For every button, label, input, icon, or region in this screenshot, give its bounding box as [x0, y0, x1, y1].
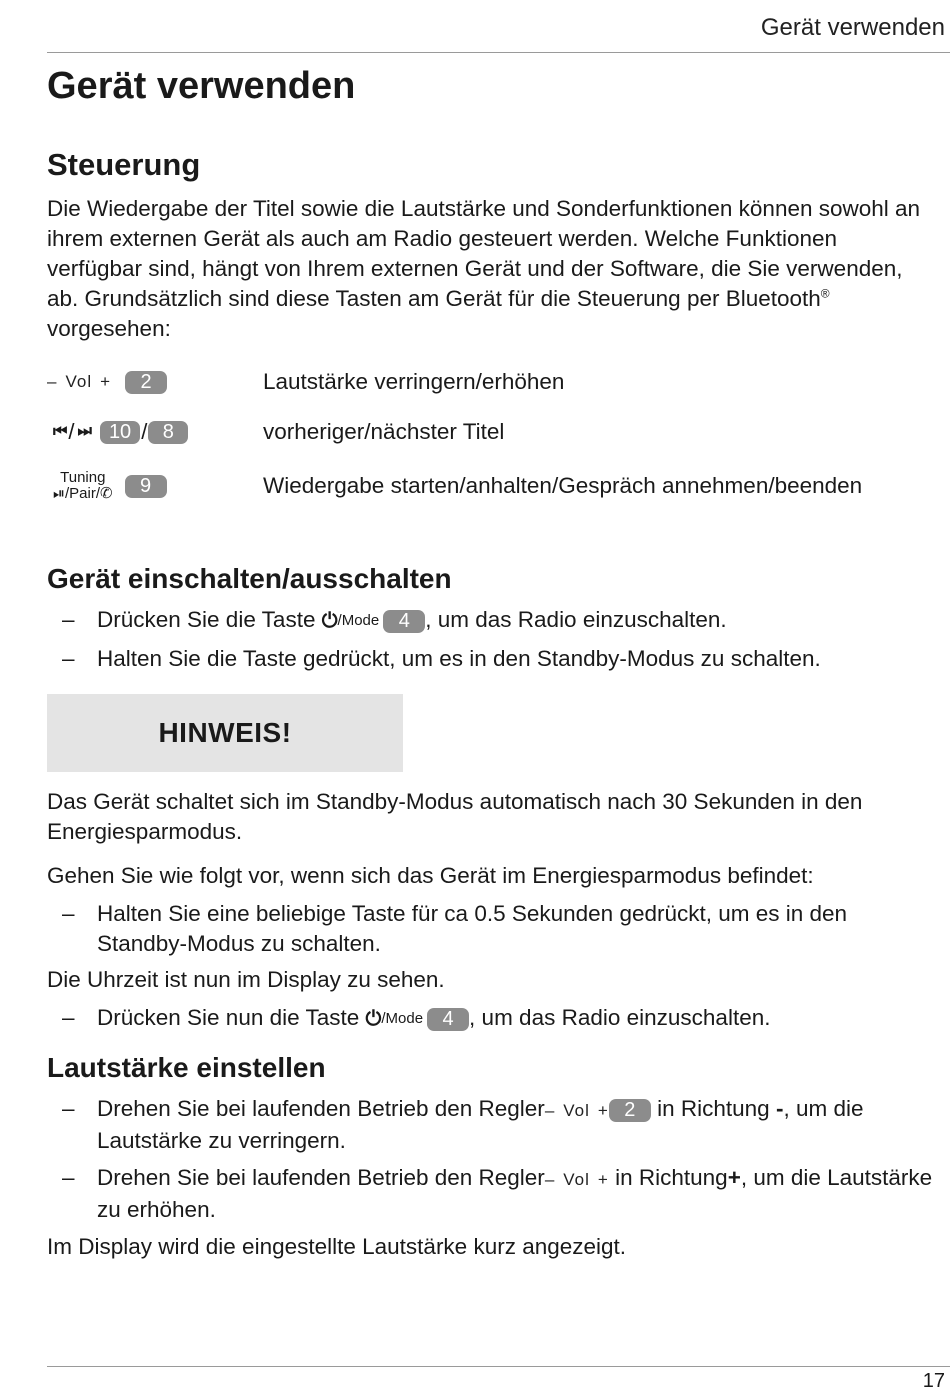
symbol-separator: /: [68, 419, 75, 444]
running-header: Gerät verwenden: [760, 14, 945, 41]
control-description: Lautstärke verringern/erhöhen: [263, 369, 565, 394]
key-number-badge: 4: [427, 1008, 469, 1031]
instruction-text: Drücken Sie die Taste: [97, 607, 316, 632]
page-title: Gerät verwenden: [47, 65, 356, 107]
volume-dial-label: [47, 372, 111, 392]
bullet-dash: –: [62, 1165, 75, 1190]
play-pause-pair-phone-icon: ⏯/Pair/✆: [53, 485, 113, 502]
instruction-text: Halten Sie eine beliebige Taste für ca 0.5 Sekunden gedrückt, um es in den Standby-Modus zu schalten.: [97, 901, 848, 956]
volume-instructions: [47, 1094, 937, 1225]
key-number-badge: 2: [125, 371, 167, 394]
notice-instructions: [47, 1003, 937, 1034]
instruction-text: , um die Lautstärke zu erhöhen.: [97, 1165, 933, 1222]
vol-text: Vol: [563, 1101, 590, 1120]
instruction-text: , um das Radio einzuschalten.: [469, 1005, 771, 1030]
bullet-dash: –: [62, 646, 75, 671]
page-number: 17: [922, 1370, 945, 1392]
vol-text: Vol: [65, 372, 93, 391]
control-row-playback: [47, 458, 937, 514]
minus-sign: –: [544, 1170, 556, 1189]
notice-label: HINWEIS!: [158, 717, 292, 748]
plus-sign: +: [597, 1170, 609, 1189]
mode-label: /Mode: [381, 1010, 424, 1027]
instruction-text: , um das Radio einzuschalten.: [425, 607, 727, 632]
volume-dial-label: [545, 1101, 609, 1120]
power-icon: ⏻: [321, 610, 338, 632]
key-number-badge: 9: [125, 475, 167, 498]
previous-track-icon: ⏮: [53, 423, 66, 440]
intro-text-end: vorgesehen:: [47, 316, 171, 341]
registered-mark: ®: [820, 286, 830, 301]
mode-label: /Mode: [337, 612, 380, 629]
list-item: [47, 899, 937, 959]
power-mode-key: [322, 606, 426, 636]
power-icon: ⏻: [365, 1008, 382, 1030]
instruction-text: Halten Sie die Taste gedrückt, um es in den Standby-Modus zu schalten.: [97, 646, 821, 671]
key-number-badge: 4: [383, 610, 425, 633]
controls-table: [47, 366, 937, 514]
direction-sign: -: [775, 1096, 784, 1121]
volume-closing-paragraph: Im Display wird die eingestellte Lautstärke kurz angezeigt.: [47, 1234, 627, 1259]
volume-dial-label: [545, 1170, 609, 1189]
track-control-symbol: [47, 419, 263, 445]
list-item: [47, 1094, 937, 1156]
key-number-badge: 8: [148, 421, 188, 444]
bullet-dash: –: [62, 607, 75, 632]
key-number-badge: 2: [609, 1099, 651, 1122]
control-row-tracks: [47, 408, 937, 456]
minus-sign: –: [47, 372, 58, 391]
tuning-pair-label: [53, 470, 113, 502]
list-item: [47, 644, 937, 674]
notice-instructions: [47, 899, 937, 959]
plus-sign: +: [597, 1101, 609, 1120]
key-separator: /: [141, 419, 148, 444]
playback-control-symbol: [47, 470, 263, 502]
plus-sign: +: [100, 372, 112, 391]
instruction-text: , um die Lautstärke zu verringern.: [97, 1096, 864, 1153]
page-content: [47, 60, 937, 1262]
section-heading-steuerung: Steuerung: [47, 147, 201, 182]
header-rule: [47, 52, 950, 53]
key-number-badge: 10: [100, 421, 140, 444]
control-description: vorheriger/nächster Titel: [263, 419, 505, 444]
minus-sign: –: [544, 1101, 556, 1120]
bullet-dash: –: [62, 1096, 75, 1121]
list-item: [47, 605, 937, 636]
control-description: Wiedergabe starten/anhalten/Gespräch annehmen/beenden: [263, 473, 863, 498]
power-instructions: [47, 605, 937, 674]
notice-box: [47, 694, 403, 772]
instruction-text: in Richtung: [657, 1096, 770, 1121]
instruction-text: Drehen Sie bei laufenden Betrieb den Regler: [97, 1096, 545, 1121]
power-mode-key: [366, 1004, 470, 1034]
control-row-volume: [47, 366, 937, 398]
volume-control-symbol: [47, 371, 263, 394]
notice-paragraph: Das Gerät schaltet sich im Standby-Modus automatisch nach 30 Sekunden in den Energiesparmodus.: [47, 789, 863, 844]
section-heading-volume: Lautstärke einstellen: [47, 1052, 326, 1083]
direction-sign: +: [727, 1165, 741, 1190]
section-heading-power: Gerät einschalten/ausschalten: [47, 563, 452, 594]
list-item: [47, 1163, 937, 1225]
tuning-label: Tuning: [60, 469, 106, 486]
footer-rule: [47, 1366, 950, 1367]
notice-paragraph: Die Uhrzeit ist nun im Display zu sehen.: [47, 967, 445, 992]
next-track-icon: ⏭: [77, 423, 90, 440]
instruction-text: Drücken Sie nun die Taste: [97, 1005, 360, 1030]
intro-text: Die Wiedergabe der Titel sowie die Lautstärke und Sonderfunktionen können sowohl an ihrem externen Gerät als auch am Radio gesteuert werden. Welche Funktionen verfügbar sind, hängt von Ihrem externen Gerät und der Software, die Sie verwenden, ab. Grundsätzlich sind diese Tasten am Gerät für die Steuerung per Bluetooth: [47, 196, 921, 311]
bullet-dash: –: [62, 1005, 75, 1030]
vol-text: Vol: [563, 1170, 590, 1189]
bullet-dash: –: [62, 901, 75, 926]
notice-paragraph: Gehen Sie wie folgt vor, wenn sich das Gerät im Energiesparmodus befindet:: [47, 863, 814, 888]
instruction-text: Drehen Sie bei laufenden Betrieb den Regler: [97, 1165, 545, 1190]
list-item: [47, 1003, 937, 1034]
instruction-text: in Richtung: [615, 1165, 728, 1190]
steuerung-intro: [47, 194, 937, 344]
